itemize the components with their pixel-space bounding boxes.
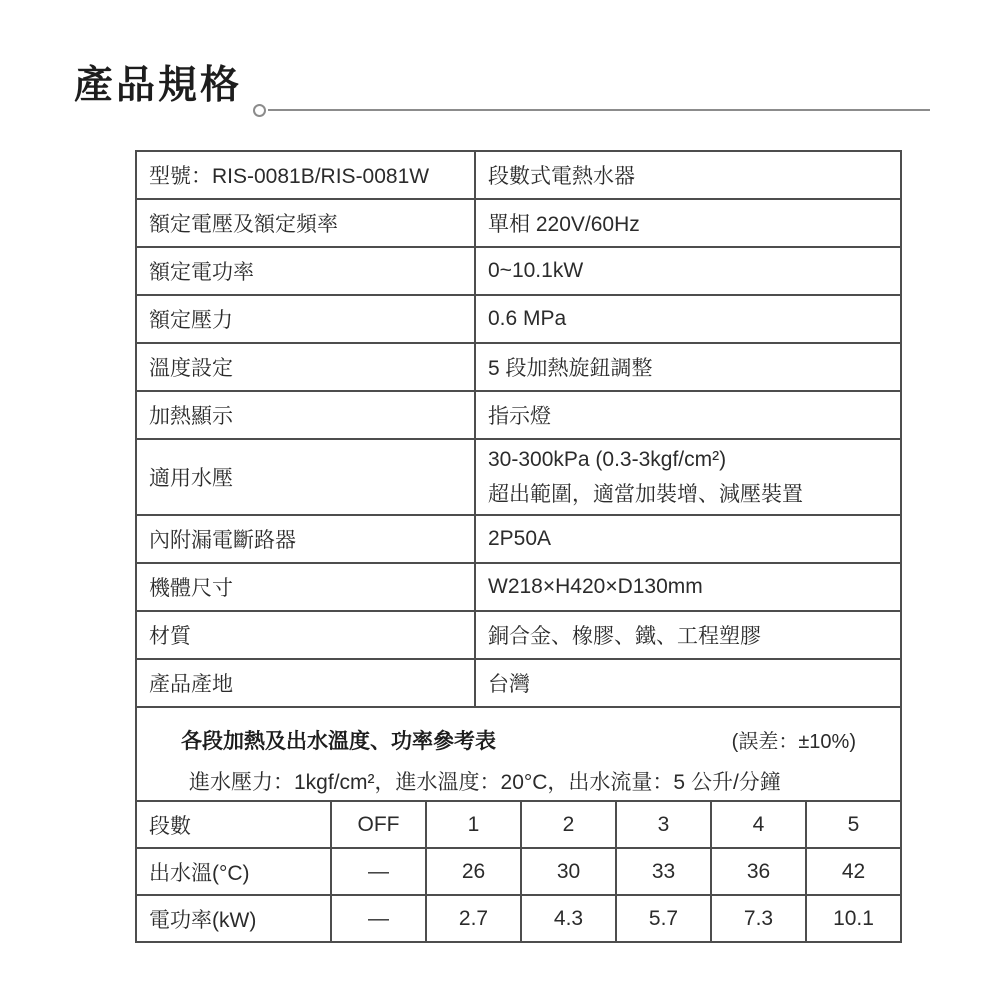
product-spec-table: [135, 150, 902, 802]
water-pressure-note: 超出範圍，適當加裝增、減壓裝置: [488, 483, 803, 506]
reference-header-row: [136, 707, 901, 801]
decorative-circle: [253, 104, 266, 117]
table-row: [136, 659, 901, 707]
power-cell: 4.3: [521, 895, 616, 942]
table-row: [136, 247, 901, 295]
power-cell: 10.1: [806, 895, 901, 942]
stage-header-cell: 4: [711, 801, 806, 848]
stage-header-cell: 2: [521, 801, 616, 848]
spec-value: 5 段加熱旋鈕調整: [475, 343, 901, 391]
spec-label: 額定壓力: [136, 295, 475, 343]
outlet-temp-row: [136, 848, 901, 895]
outlet-temp-cell: 33: [616, 848, 711, 895]
stage-header-row: [136, 801, 901, 848]
outlet-temp-cell: 36: [711, 848, 806, 895]
outlet-temp-cell: 26: [426, 848, 521, 895]
power-row: [136, 895, 901, 942]
stage-header-label: 段數: [136, 801, 331, 848]
spec-value: 銅合金、橡膠、鐵、工程塑膠: [475, 611, 901, 659]
table-row: [136, 343, 901, 391]
decorative-rule-line: [268, 109, 930, 111]
stage-header-cell: 3: [616, 801, 711, 848]
power-cell: 5.7: [616, 895, 711, 942]
table-row: [136, 199, 901, 247]
spec-label: 內附漏電斷路器: [136, 515, 475, 563]
spec-value: 段數式電熱水器: [475, 151, 901, 199]
table-row: [136, 515, 901, 563]
spec-label: 加熱顯示: [136, 391, 475, 439]
table-row: [136, 439, 901, 515]
water-pressure-range: 30-300kPa (0.3-3kgf/cm²): [488, 448, 727, 472]
stage-header-cell: 1: [426, 801, 521, 848]
spec-value: 0.6 MPa: [475, 295, 901, 343]
spec-label: 材質: [136, 611, 475, 659]
spec-label: 適用水壓: [136, 439, 475, 515]
stage-reference-table: [135, 800, 902, 943]
outlet-temp-label: 出水溫(°C): [136, 848, 331, 895]
spec-label: 溫度設定: [136, 343, 475, 391]
spec-value: 2P50A: [475, 515, 901, 563]
spec-value: W218×H420×D130mm: [475, 563, 901, 611]
spec-value: 0~10.1kW: [475, 247, 901, 295]
reference-header-cell: [136, 707, 901, 801]
table-row: [136, 391, 901, 439]
table-row: [136, 295, 901, 343]
table-row: [136, 151, 901, 199]
test-conditions: 進水壓力：1kgf/cm²，進水溫度：20°C，出水流量：5 公升/分鐘: [189, 771, 781, 794]
outlet-temp-cell: 42: [806, 848, 901, 895]
spec-label: 產品產地: [136, 659, 475, 707]
power-cell: 7.3: [711, 895, 806, 942]
stage-header-cell: OFF: [331, 801, 426, 848]
stage-header-cell: 5: [806, 801, 901, 848]
reference-table-title: 各段加熱及出水溫度、功率參考表: [181, 730, 496, 753]
power-cell: —: [331, 895, 426, 942]
power-cell: 2.7: [426, 895, 521, 942]
spec-label: 機體尺寸: [136, 563, 475, 611]
tolerance-note: (誤差：±10%): [731, 731, 856, 753]
spec-value: 單相 220V/60Hz: [475, 199, 901, 247]
power-label: 電功率(kW): [136, 895, 331, 942]
outlet-temp-cell: —: [331, 848, 426, 895]
spec-tables-container: [135, 150, 900, 943]
page-title: 產品規格: [74, 64, 243, 107]
table-row: [136, 611, 901, 659]
spec-value: [475, 439, 901, 515]
spec-label: 額定電功率: [136, 247, 475, 295]
outlet-temp-cell: 30: [521, 848, 616, 895]
spec-value: 指示燈: [475, 391, 901, 439]
spec-label: 型號：RIS-0081B/RIS-0081W: [136, 151, 475, 199]
spec-value: 台灣: [475, 659, 901, 707]
spec-label: 額定電壓及額定頻率: [136, 199, 475, 247]
table-row: [136, 563, 901, 611]
